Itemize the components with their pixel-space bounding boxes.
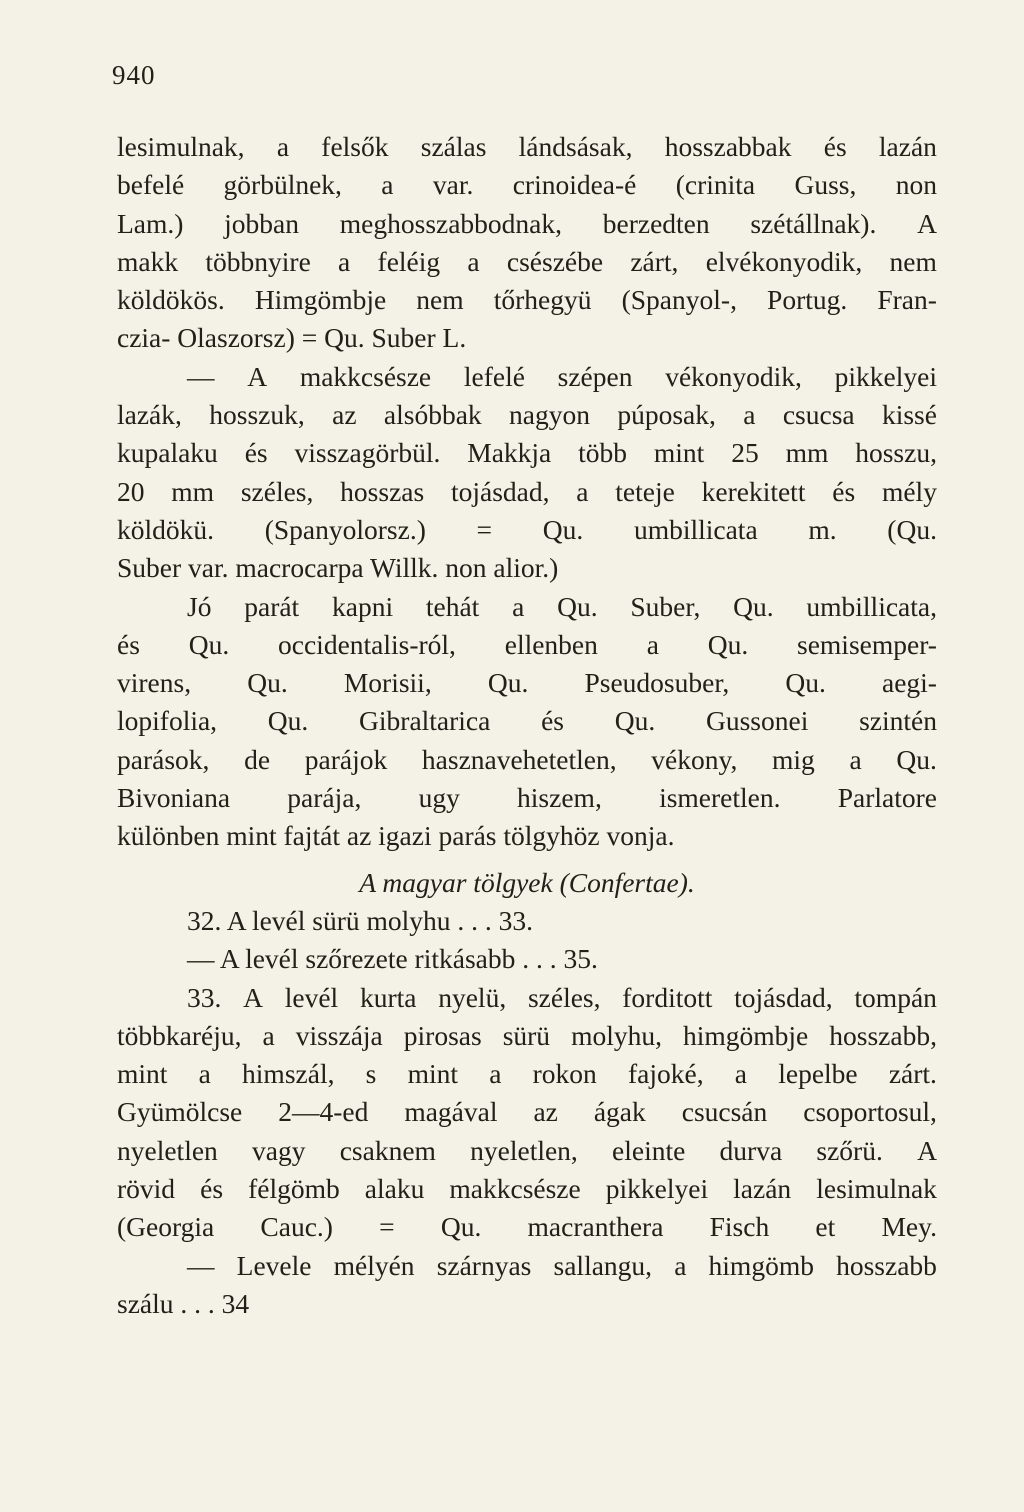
text-line: Suber var. macrocarpa Willk. non alior.) — [117, 552, 559, 584]
section-heading — [117, 864, 937, 902]
text-line: (Georgia Cauc.) = Qu. macranthera Fisch et Mey. — [117, 1211, 937, 1243]
key-entry: 32. A levél sürü molyhu . . . 33. — [187, 904, 534, 936]
text-line: többkaréju, a visszája pirosas sürü molyhu, himgömbje hosszabb, — [117, 1019, 937, 1051]
body-text — [117, 128, 937, 1323]
text-line: — A makkcsésze lefelé szépen vékonyodik, pikkelyei — [187, 360, 937, 392]
text-line: befelé görbülnek, a var. crinoidea-é (crinita Guss, non — [117, 169, 937, 201]
text-line: Bivoniana parája, ugy hiszem, ismeretlen. Parlatore — [117, 782, 937, 814]
key-entry: — A levél szőrezete ritkásabb . . . 35. — [187, 943, 598, 975]
page-number: 940 — [112, 60, 156, 90]
text-line: kupalaku és visszagörbül. Makkja több mint 25 mm hosszu, — [117, 437, 937, 469]
text-line: lopifolia, Qu. Gibraltarica és Qu. Gussonei szintén — [117, 705, 937, 737]
text-line: makk többnyire a feléig a csészébe zárt, elvékonyodik, nem — [117, 245, 937, 277]
text-line: köldökös. Himgömbje nem tőrhegyü (Spanyol-, Portug. Fran- — [117, 284, 937, 316]
text-line: parások, de parájok hasznavehetetlen, vékony, mig a Qu. — [117, 743, 937, 775]
text-line: mint a himszál, s mint a rokon fajoké, a lepelbe zárt. — [117, 1058, 937, 1090]
text-line: nyeletlen vagy csaknem nyeletlen, eleinte durva szőrü. A — [117, 1134, 937, 1166]
text-line: köldökü. (Spanyolorsz.) = Qu. umbillicata m. (Qu. — [117, 513, 937, 545]
text-line: czia- Olaszorsz) = Qu. Suber L. — [117, 322, 467, 354]
text-line: virens, Qu. Morisii, Qu. Pseudosuber, Qu. aegi- — [117, 667, 937, 699]
text-line: rövid és félgömb alaku makkcsésze pikkelyei lazán lesimulnak — [117, 1173, 937, 1205]
text-line: 33. A levél kurta nyelü, széles, forditott tojásdad, tompán — [187, 981, 937, 1013]
text-line: lazák, hosszuk, az alsóbbak nagyon púposak, a csucsa kissé — [117, 399, 937, 431]
text-line: 20 mm széles, hosszas tojásdad, a teteje kerekitett és mély — [117, 475, 937, 507]
text-line: szálu . . . 34 — [117, 1287, 250, 1319]
text-line: különben mint fajtát az igazi parás tölgyhöz vonja. — [117, 820, 675, 852]
text-line: Gyümölcse 2—4-ed magával az ágak csucsán csoportosul, — [117, 1096, 937, 1128]
section-heading-text: A magyar tölgyek (Confertae). — [359, 866, 695, 898]
text-line: Lam.) jobban meghosszabbodnak, berzedten szétállnak). A — [117, 207, 937, 239]
text-line: lesimulnak, a felsők szálas lándsásak, hosszabbak és lazán — [117, 131, 937, 162]
text-line: és Qu. occidentalis-ról, ellenben a Qu. semisemper- — [117, 628, 937, 660]
text-line: Jó parát kapni tehát a Qu. Suber, Qu. umbillicata, — [187, 590, 937, 622]
text-line: — Levele mélyén szárnyas sallangu, a himgömb hosszabb — [187, 1249, 937, 1281]
